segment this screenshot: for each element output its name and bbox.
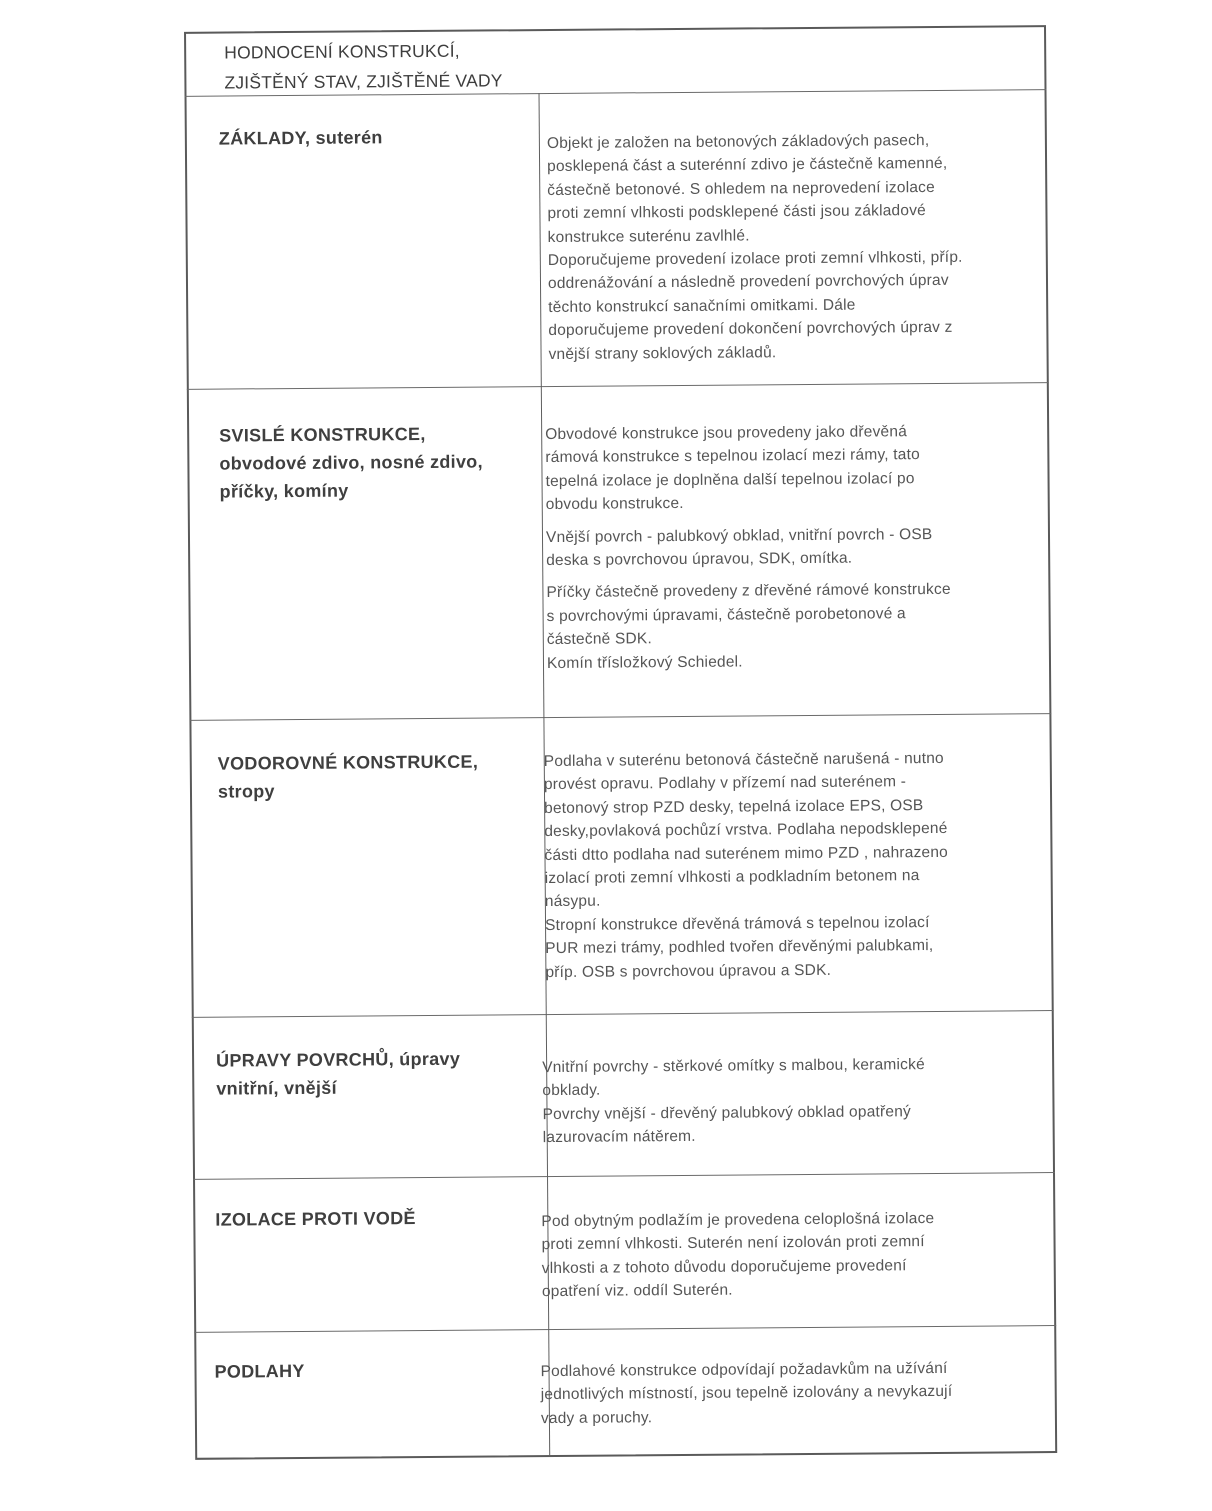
header-title-line1: HODNOCENÍ KONSTRUKCÍ, bbox=[224, 40, 460, 63]
description-paragraph: Povrchy vnější - dřevěný palubkový obklad opatřený lazurovacím nátěrem. bbox=[542, 1102, 912, 1147]
description-paragraph: Pod obytným podlažím je provedena celoplošná izolace proti zemní vlhkosti. Suterén není izolován proti zemní vlhkosti a z tohoto důvodu doporučujeme provedení opatření viz. oddíl Suterén. bbox=[541, 1210, 935, 1301]
assessment-table bbox=[166, 23, 1057, 1460]
row-label-upravy-povrchu: ÚPRAVY POVRCHŮ, úpravy vnitřní, vnější bbox=[216, 1048, 461, 1099]
description-paragraph: Stropní konstrukce dřevěná trámová s tepelnou izolací PUR mezi trámy, podhled tvořen dřevěnými palubkami, příp. OSB s povrchovou úpravou a SDK. bbox=[544, 913, 934, 981]
description-paragraph: Vnější povrch - palubkový obklad, vnitřní povrch - OSB deska s povrchovou úpravou, SDK, omítka. bbox=[545, 525, 933, 570]
row-label-vodorovne-konstrukce: VODOROVNÉ KONSTRUKCE, stropy bbox=[217, 751, 479, 802]
row-label-podlahy: PODLAHY bbox=[214, 1360, 305, 1382]
row-label-izolace-proti-vode: IZOLACE PROTI VODĚ bbox=[215, 1208, 416, 1230]
table-header bbox=[224, 35, 503, 97]
description-paragraph: Podlaha v suterénu betonová částečně narušená - nutno provést opravu. Podlahy v přízemí nad suterénem - betonový strop PZD desky, tepelná izolace EPS, OSB desky,povlaková pochůzí vrstva. Podlaha nepodsklepené části dtto podlaha nad suterénem mimo PZD , nahrazeno izolací proti zemní vlhkosti a podkladním betonem na násypu. bbox=[543, 749, 949, 911]
description-paragraph: Komín třísložkový Schiedel. bbox=[546, 653, 743, 672]
description-paragraph: Příčky částečně provedeny z dřevěné rámové konstrukce s povrchovými úpravami, částečně porobetonové a částečně SDK. bbox=[546, 581, 951, 649]
description-paragraph: Obvodové konstrukce jsou provedeny jako dřevěná rámová konstrukce s tepelnou izolací mezi rámy, tato tepelná izolace je doplněna další tepelnou izolací po obvodu konstrukce. bbox=[545, 423, 920, 514]
header-title-line2: ZJIŠTĚNÝ STAV, ZJIŠTĚNÉ VADY bbox=[224, 70, 503, 93]
row-description-svisle-konstrukce bbox=[545, 419, 1047, 675]
description-paragraph: Podlahové konstrukce odpovídají požadavkům na užívání jednotlivých místností, jsou tepelně izolovány a nevykazují vady a poruchy. bbox=[540, 1359, 953, 1427]
row-description-zaklady bbox=[547, 128, 1044, 366]
row-description-podlahy bbox=[540, 1356, 1046, 1430]
description-paragraph: Vnitřní povrchy - stěrkové omítky s malbou, keramické obklady. bbox=[542, 1056, 925, 1100]
row-label-zaklady: ZÁKLADY, suterén bbox=[218, 127, 383, 149]
row-description-vodorovne-konstrukce bbox=[544, 746, 1046, 984]
row-description-upravy-povrchu bbox=[542, 1052, 1043, 1150]
row-description-izolace-proti-vode bbox=[541, 1206, 1042, 1304]
row-label-svisle-konstrukce: SVISLÉ KONSTRUKCE, obvodové zdivo, nosné zdivo, příčky, komíny bbox=[219, 423, 483, 502]
description-paragraph: Doporučujeme provedení izolace proti zemní vlhkosti, příp. oddrenážování a následně provedení povrchových úprav těchto konstrukcí sanačními omitkami. Dále doporučujeme provedení dokončení povrchových úprav z vnější strany soklových základů. bbox=[547, 248, 963, 363]
description-paragraph: Objekt je založen na betonových základových pasech, posklepená část a suterénní zdivo je částečně kamenné, částečně betonové. S ohledem na neprovedení izolace proti zemní vlhkosti podsklepené části jsou základové konstrukce suterénu zavlhlé. bbox=[546, 132, 948, 246]
